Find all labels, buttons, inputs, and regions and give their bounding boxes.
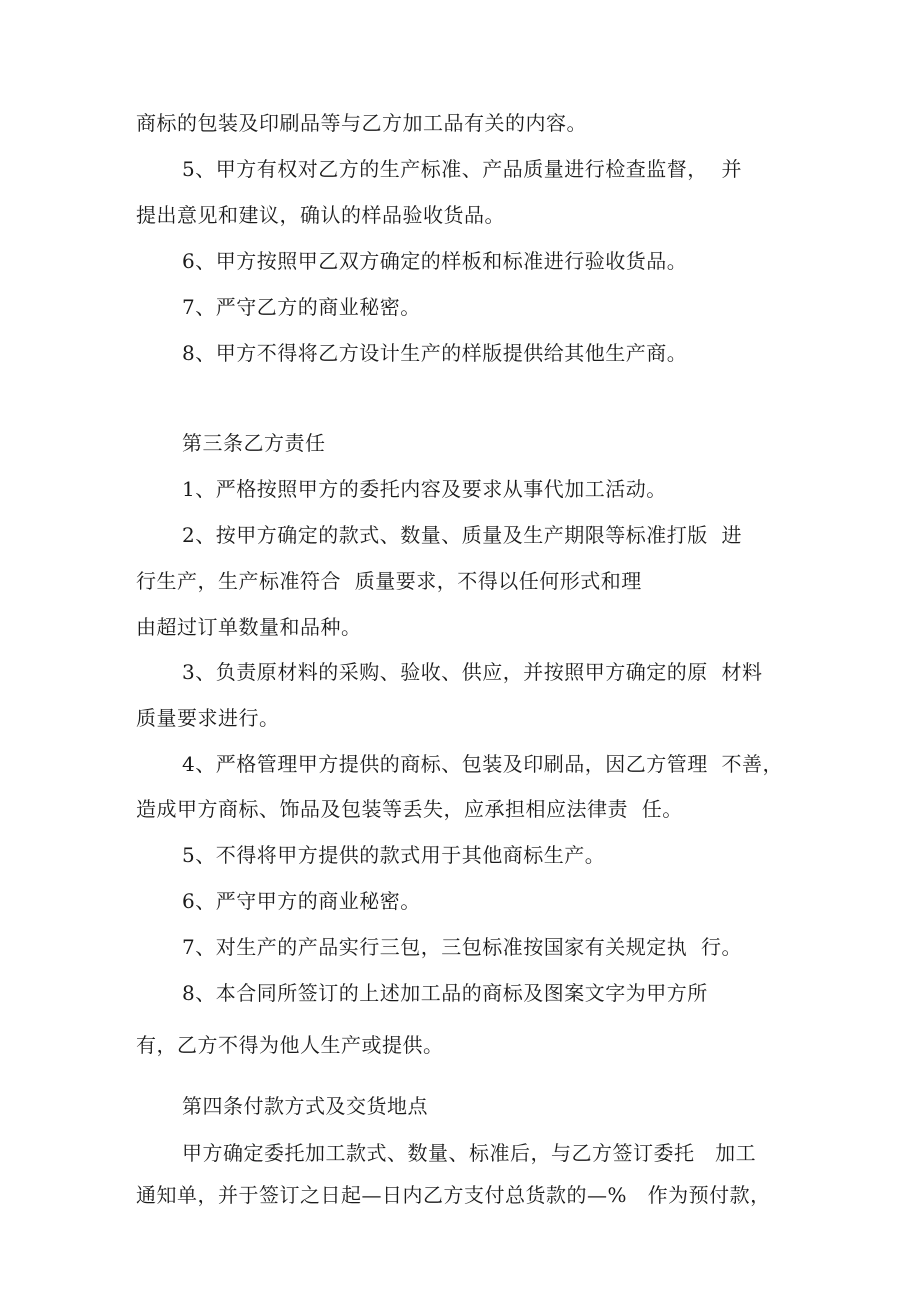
list-item: 8、甲方不得将乙方设计生产的样版提供给其他生产商。 xyxy=(182,341,688,365)
list-item: 2、按甲方确定的款式、数量、质量及生产期限等标准打版 进 xyxy=(182,523,742,547)
section-heading: 第三条乙方责任 xyxy=(182,431,326,455)
list-item: 4、严格管理甲方提供的商标、包装及印刷品，因乙方管理 不善， xyxy=(182,752,783,776)
list-item: 7、对生产的产品实行三包，三包标准按国家有关规定执 行。 xyxy=(182,935,742,959)
text-line: 质量要求进行。 xyxy=(136,706,280,730)
text-line: 甲方确定委托加工款式、数量、标准后，与乙方签订委托 加工 xyxy=(182,1141,757,1165)
list-item: 5、不得将甲方提供的款式用于其他商标生产。 xyxy=(182,843,606,867)
list-item: 5、甲方有权对乙方的生产标准、产品质量进行检查监督， 并 xyxy=(182,157,742,181)
text-line: 通知单，并于签订之日起—日内乙方支付总货款的—% 作为预付款， xyxy=(136,1183,771,1207)
text-line: 行生产，生产标准符合 质量要求，不得以任何形式和理 xyxy=(136,569,642,593)
list-item: 8、本合同所签订的上述加工品的商标及图案文字为甲方所 xyxy=(182,981,708,1005)
text-line: 提出意见和建议，确认的样品验收货品。 xyxy=(136,203,505,227)
list-item: 6、甲方按照甲乙双方确定的样板和标准进行验收货品。 xyxy=(182,249,688,273)
list-item: 7、严守乙方的商业秘密。 xyxy=(182,295,421,319)
text-line: 造成甲方商标、饰品及包装等丢失，应承担相应法律责 任。 xyxy=(136,797,683,821)
list-item: 6、严守甲方的商业秘密。 xyxy=(182,889,421,913)
list-item: 3、负责原材料的采购、验收、供应，并按照甲方确定的原 材料 xyxy=(182,660,763,684)
section-heading: 第四条付款方式及交货地点 xyxy=(182,1094,428,1118)
text-line: 商标的包装及印刷品等与乙方加工品有关的内容。 xyxy=(136,111,587,135)
text-line: 由超过订单数量和品种。 xyxy=(136,615,362,639)
text-line: 有，乙方不得为他人生产或提供。 xyxy=(136,1033,444,1057)
list-item: 1、严格按照甲方的委托内容及要求从事代加工活动。 xyxy=(182,477,667,501)
